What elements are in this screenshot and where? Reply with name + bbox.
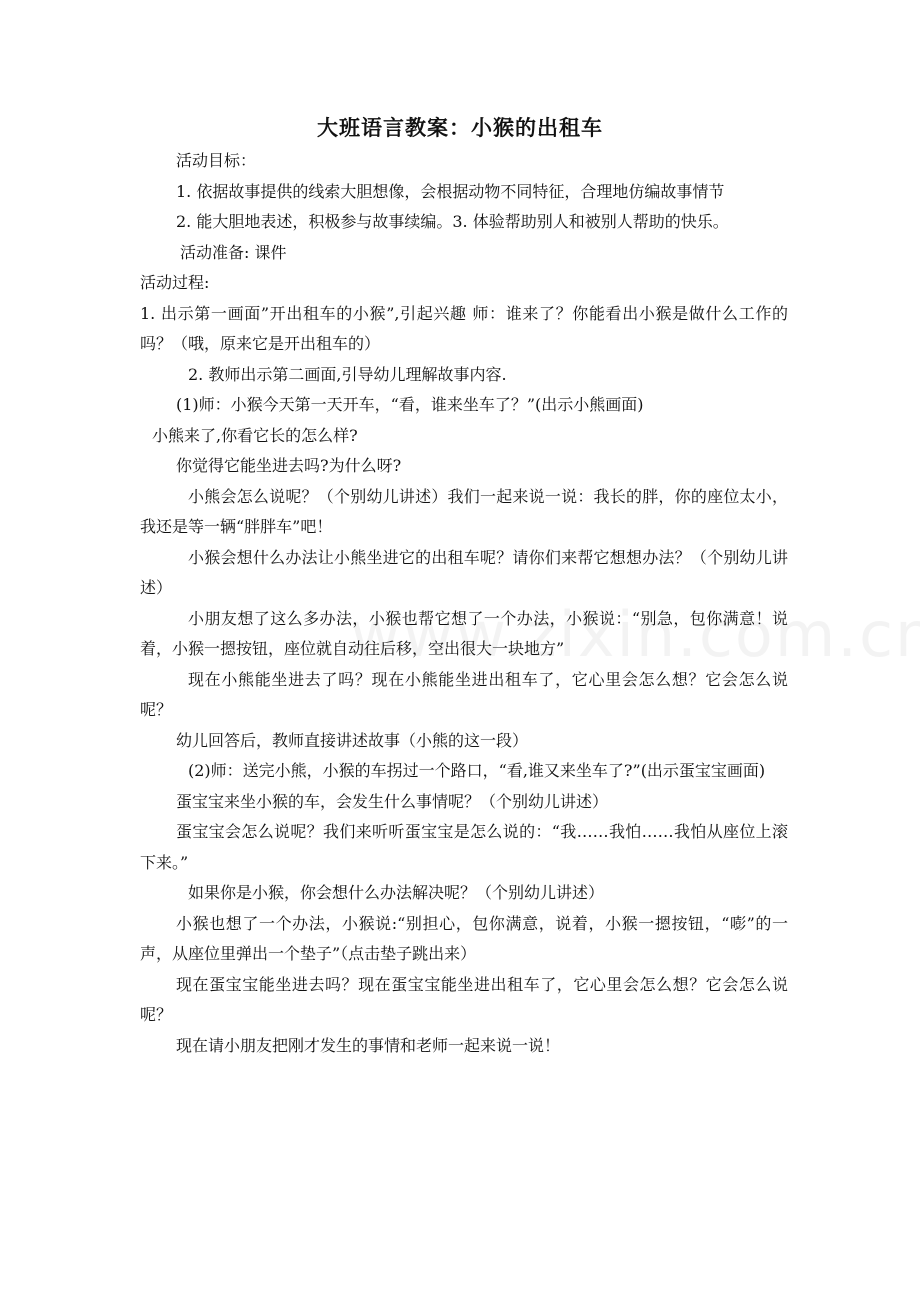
story-paragraph: 现在请小朋友把刚才发生的事情和老师一起来说一说！ [176,1035,561,1055]
story-paragraph: (2)师：送完小熊，小猴的车拐过一个路口，“看,谁又来坐车了?”(出示蛋宝宝画面) [188,761,766,780]
story-paragraph: 蛋宝宝会怎么说呢？我们来听听蛋宝宝是怎么说的：“我……我怕……我怕从座位上滚下来。” [140,822,788,872]
story-paragraph: 小熊会怎么说呢？（个别幼儿讲述）我们一起来说一说：我长的胖，你的座位太小，我还是等一辆“胖胖车”吧！ [140,486,788,536]
document-title: 大班语言教案：小猴的出租车 [317,116,603,140]
story-paragraph: (1)师：小猴今天第一天开车，“看，谁来坐车了？”(出示小熊画面) [176,395,644,414]
story-paragraph: 小猴也想了一个办法，小猴说:“别担心，包你满意，说着，小猴一摁按钮，“嘭”的一声，从座位里弹出一个垫子”（点击垫子跳出来） [140,913,788,963]
story-paragraph: 现在小熊能坐进去了吗？现在小熊能坐进出租车了，它心里会怎么想？它会怎么说呢？ [140,669,788,719]
section-heading-goals: 活动目标： [176,151,257,170]
goal-item-1: 1. 依据故事提供的线索大胆想像，会根据动物不同特征，合理地仿编故事情节 [176,181,725,201]
document-body [140,146,788,1061]
process-step-2: 2. 教师出示第二画面,引导幼儿理解故事内容. [188,364,507,384]
story-paragraph: 小朋友想了这么多办法，小猴也帮它想了一个办法，小猴说：“别急，包你满意！说着，小猴一摁按钮，座位就自动往后移，空出很大一块地方” [140,608,788,658]
story-paragraph: 蛋宝宝来坐小猴的车，会发生什么事情呢？（个别幼儿讲述） [176,791,609,811]
process-step-1: 1. 出示第一画面”开出租车的小猴”,引起兴趣 师：谁来了？你能看出小猴是做什么工作的吗？（哦，原来它是开出租车的） [140,303,788,353]
story-paragraph: 小猴会想什么办法让小熊坐进它的出租车呢？请你们来帮它想想办法？（个别幼儿讲述） [140,547,788,597]
story-paragraph: 现在蛋宝宝能坐进去吗？现在蛋宝宝能坐进出租车了，它心里会怎么想？它会怎么说呢？ [140,974,788,1024]
section-heading-process: 活动过程: [140,273,210,292]
story-paragraph: 如果你是小猴，你会想什么办法解决呢？（个别幼儿讲述） [188,883,605,902]
story-paragraph: 你觉得它能坐进去吗?为什么呀? [176,456,402,475]
section-preparation: 活动准备: 课件 [180,242,287,262]
goal-item-2-3: 2. 能大胆地表述，积极参与故事续编。3. 体验帮助别人和被别人帮助的快乐。 [176,212,729,231]
story-paragraph: 幼儿回答后，教师直接讲述故事（小熊的这一段） [176,730,529,750]
story-paragraph: 小熊来了,你看它长的怎么样? [152,425,358,445]
